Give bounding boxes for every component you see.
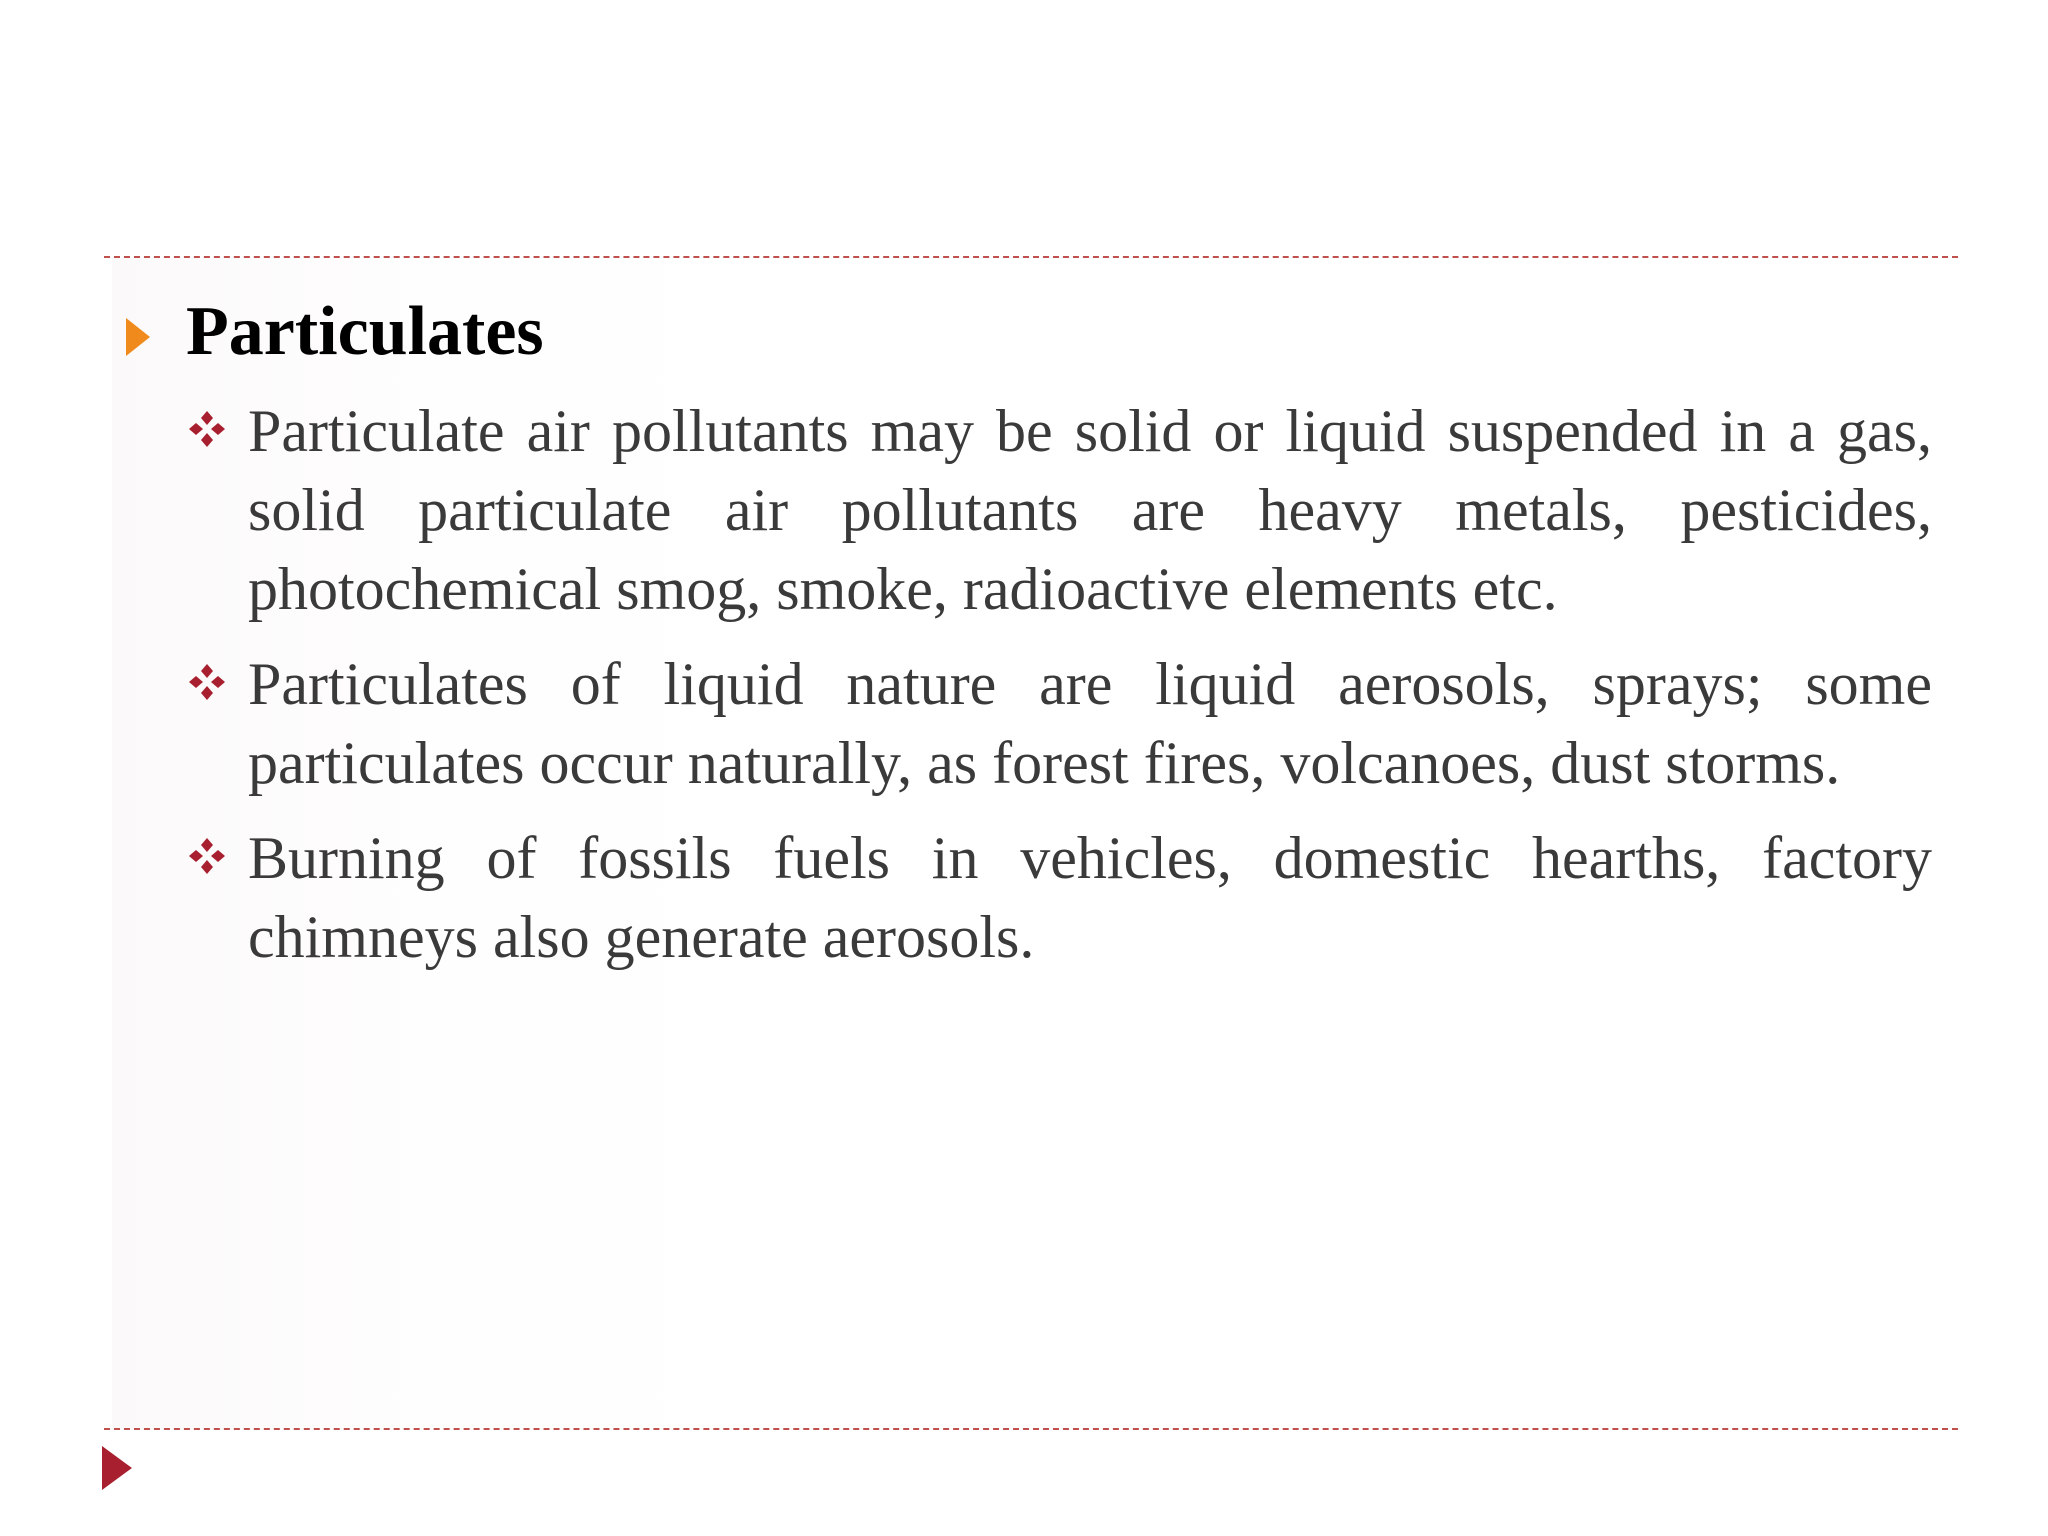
slide-title: Particulates — [186, 293, 544, 370]
four-diamond-bullet-icon — [186, 835, 228, 877]
bullet-item-2 — [186, 645, 1932, 803]
four-diamond-bullet-icon — [186, 661, 228, 703]
dark-red-triangle-icon — [102, 1446, 132, 1490]
bullet-list — [186, 392, 1932, 993]
bullet-text-1: Particulate air pollutants may be solid or liquid suspended in a gas, solid particulate air pollutants are heavy metals, pesticides, photochemical smog, smoke, radioactive elements etc. — [248, 398, 1932, 622]
four-diamond-bullet-icon — [186, 408, 228, 450]
bullet-text-3: Burning of fossils fuels in vehicles, domestic hearths, factory chimneys also generate aerosols. — [248, 825, 1932, 970]
bottom-divider — [104, 1428, 1958, 1430]
bullet-item-1 — [186, 392, 1932, 629]
orange-triangle-bullet-icon — [126, 318, 150, 356]
top-divider — [104, 256, 1958, 258]
bullet-text-2: Particulates of liquid nature are liquid aerosols, sprays; some particulates occur naturally, as forest fires, volcanoes, dust storms. — [248, 651, 1932, 796]
bullet-item-3 — [186, 819, 1932, 977]
